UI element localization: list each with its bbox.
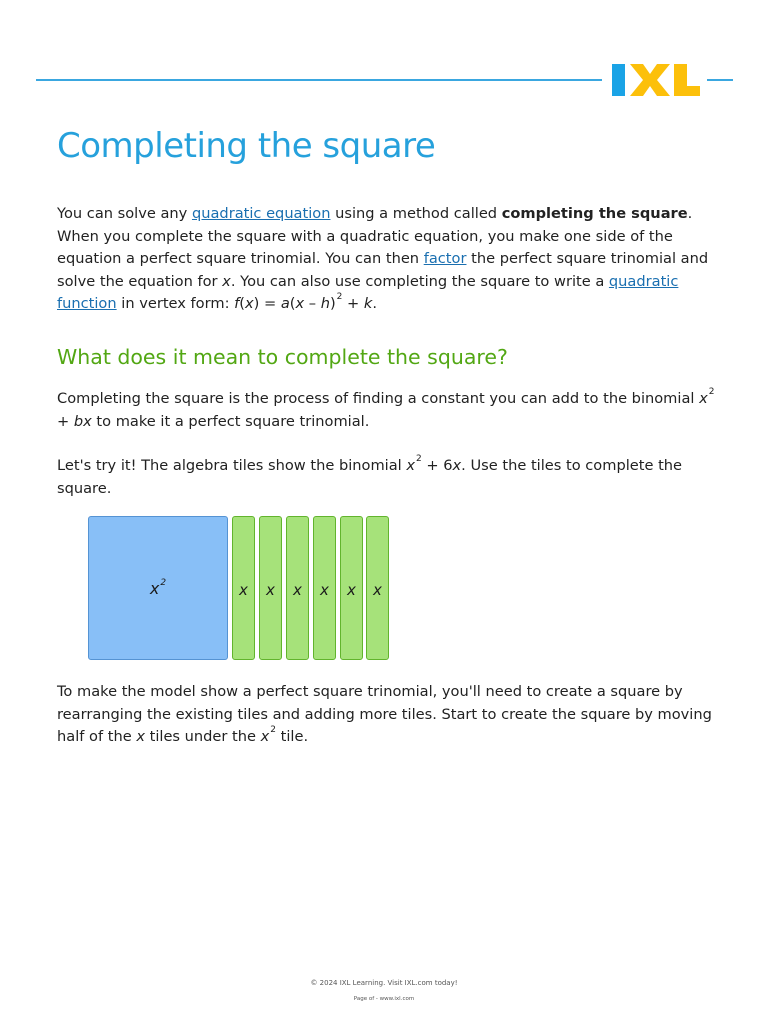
- header-rule-right: [707, 79, 733, 81]
- link-quadratic-function[interactable]: quadratic function: [57, 272, 679, 312]
- instruction-paragraph: To make the model show a perfect square trinomial, you'll need to create a square by rearranging the existing tiles and adding more tiles. Start to create the square by moving half of the x tiles under the $x^2$ tile.: [57, 683, 712, 745]
- x-tile[interactable]: [366, 516, 389, 660]
- vertex-form-expression: f(x) = a(x – h)$^2$ + k.: [234, 292, 377, 312]
- x-tile-label: x: [347, 581, 356, 599]
- x-tile[interactable]: [313, 516, 336, 660]
- page-title: Completing the square: [57, 126, 436, 166]
- x-tile[interactable]: [232, 516, 255, 660]
- x-tile-label: x: [373, 581, 382, 599]
- link-quadratic-equation[interactable]: quadratic equation: [191, 205, 331, 222]
- section-heading: What does it mean to complete the square?: [57, 345, 508, 369]
- try-it-paragraph: Let's try it! The algebra tiles show the binomial $x^2 + 6x$. Use the tiles to complete the square.: [57, 454, 683, 497]
- footer-url[interactable]: www.ixl.com: [379, 996, 415, 1002]
- x-tile[interactable]: [340, 516, 363, 660]
- link-factor[interactable]: factor: [423, 250, 467, 267]
- x-tile[interactable]: [259, 516, 282, 660]
- term-completing-the-square: completing the square: [501, 205, 688, 222]
- footer-copyright: © 2024 IXL Learning. Visit IXL.com today!: [310, 979, 458, 987]
- x-tile-label: x: [239, 581, 248, 599]
- x-squared-label: $x^2$: [149, 578, 167, 598]
- x-tile-label: x: [293, 581, 302, 599]
- x-tile-label: x: [320, 581, 329, 599]
- footer-page-line: Page of - www.ixl.com: [353, 996, 415, 1002]
- header-rule-left: [36, 79, 602, 81]
- x-tile-label: x: [266, 581, 275, 599]
- intro-paragraph: You can solve any quadratic equation using a method called completing the square. When you complete the square with a quadratic equation, you make one side of the equation a perfect square trinomial. You can then factor the perfect square trinomial and solve the equation for x. You can also use completing the square to write a quadratic function in vertex form: f(x) = a(x – h)$^2$ + k.: [57, 205, 709, 312]
- definition-paragraph: Completing the square is the process of finding a constant you can add to the binomial $x^2$ + bx to make it a perfect square trinomial.: [57, 387, 715, 430]
- x-tile[interactable]: [286, 516, 309, 660]
- x-squared-tile[interactable]: [88, 516, 228, 660]
- ixl-logo: [612, 64, 700, 96]
